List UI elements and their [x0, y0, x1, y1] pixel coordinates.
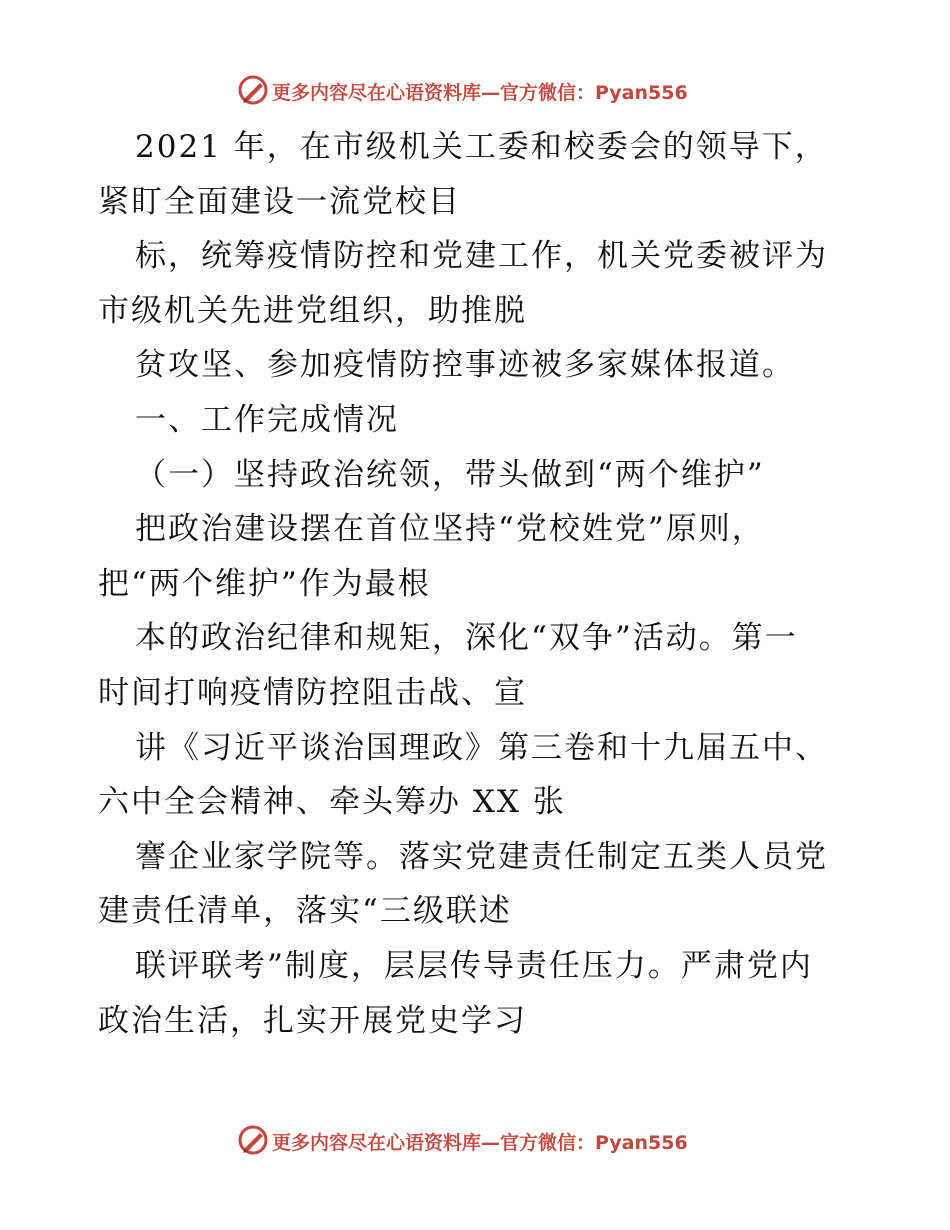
footer-watermark	[0, 1120, 950, 1160]
text-line: 紧盯全面建设一流党校目	[98, 183, 461, 220]
text-line: 政治生活，扎实开展党史学习	[98, 1002, 527, 1039]
body-text	[98, 120, 858, 1048]
section-heading: 一、工作完成情况	[135, 401, 399, 438]
text-line: 时间打响疫情防控阻击战、宣	[98, 674, 527, 711]
text-line: 贫攻坚、参加疫情防控事迹被多家媒体报道。	[135, 347, 795, 384]
text-line: 六中全会精神、牵头筹办 XX 张	[98, 784, 566, 821]
text-line: 本的政治纪律和规矩，深化“双争”活动。第一	[135, 620, 798, 657]
text-line: 把“两个维护”作为最根	[98, 565, 431, 602]
text-line: 2021 年，在市级机关工委和校委会的领导下，	[135, 129, 828, 165]
pen-logo-icon	[236, 73, 270, 107]
text-line: 謇企业家学院等。落实党建责任制定五类人员党	[135, 838, 828, 875]
subsection-heading: （一）坚持政治统领，带头做到“两个维护”	[135, 456, 765, 493]
watermark-text: 更多内容尽在心语资料库—官方微信：Pyan556	[272, 82, 688, 104]
pen-logo-icon	[236, 1123, 270, 1157]
text-line: 讲《习近平谈治国理政》第三卷和十九届五中、	[135, 729, 828, 766]
text-line: 市级机关先进党组织，助推脱	[98, 292, 527, 329]
text-line: 联评联考”制度，层层传导责任压力。严肃党内	[135, 947, 813, 984]
text-line: 标，统筹疫情防控和党建工作，机关党委被评为	[135, 238, 828, 275]
text-line: 建责任清单，落实“三级联述	[98, 893, 512, 930]
watermark-text: 更多内容尽在心语资料库—官方微信：Pyan556	[272, 1132, 688, 1154]
text-line: 把政治建设摆在首位坚持“党校姓党”原则，	[135, 511, 765, 548]
header-watermark	[0, 70, 950, 110]
